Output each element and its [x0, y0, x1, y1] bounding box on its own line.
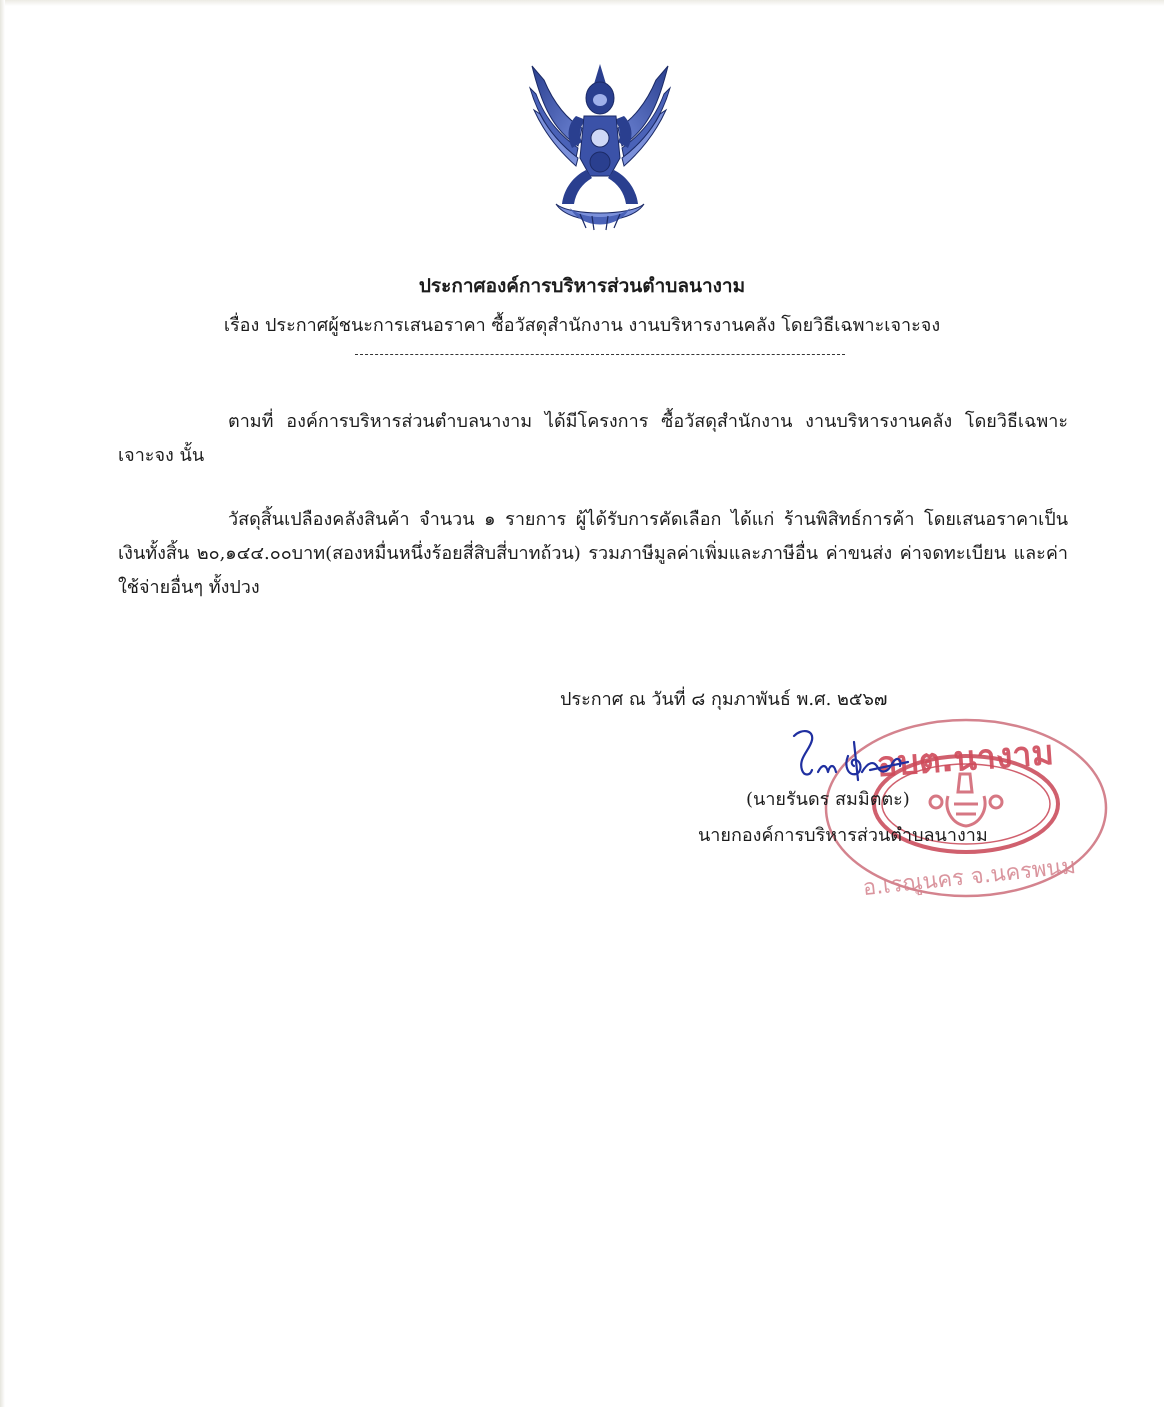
signer-position: นายกองค์การบริหารส่วนตำบลนางาม	[698, 825, 988, 846]
body-paragraph-winner: วัสดุสิ้นเปลืองคลังสินค้า จำนวน ๑ รายการ ผู้ได้รับการคัดเลือก ได้แก่ ร้านพิสิทธ์การค้า โดยเสนอราคาเป็นเงินทั้งสิ้น ๒๐,๑๔๔.๐๐บาท(สองหมื่นหนึ่งร้อยสี่สิบสี่บาทถ้วน) รวมภาษีมูลค่าเพิ่มและภาษีอื่น ค่าขนส่ง ค่าจดทะเบียน และค่าใช้จ่ายอื่นๆ ทั้งปวง	[118, 509, 1068, 598]
announcement-subject: เรื่อง ประกาศผู้ชนะการเสนอราคา ซื้อวัสดุสำนักงาน งานบริหารงานคลัง โดยวิธีเฉพาะเจาะจง	[223, 315, 941, 336]
scan-left-edge	[0, 0, 5, 1407]
signer-name: (นายรันดร สมมิตตะ)	[746, 789, 910, 810]
announcement-title: ประกาศองค์การบริหารส่วนตำบลนางาม	[418, 275, 746, 297]
header-divider	[355, 354, 845, 355]
stamp-bottom-text: อ.เรณูนคร จ.นครพนม	[861, 853, 1078, 902]
body-paragraph-project: ตามที่ องค์การบริหารส่วนตำบลนางาม ได้มีโครงการ ซื้อวัสดุสำนักงาน งานบริหารงานคลัง โดยวิธีเฉพาะเจาะจง นั้น	[118, 411, 1068, 466]
announcement-date: ประกาศ ณ วันที่ ๘ กุมภาพันธ์ พ.ศ. ๒๕๖๗	[560, 689, 888, 710]
stamp-top-text: อบต.นางาม	[875, 732, 1056, 786]
scan-top-edge	[0, 0, 1164, 6]
signature-icon	[788, 726, 918, 786]
garuda-emblem-icon	[520, 58, 680, 233]
